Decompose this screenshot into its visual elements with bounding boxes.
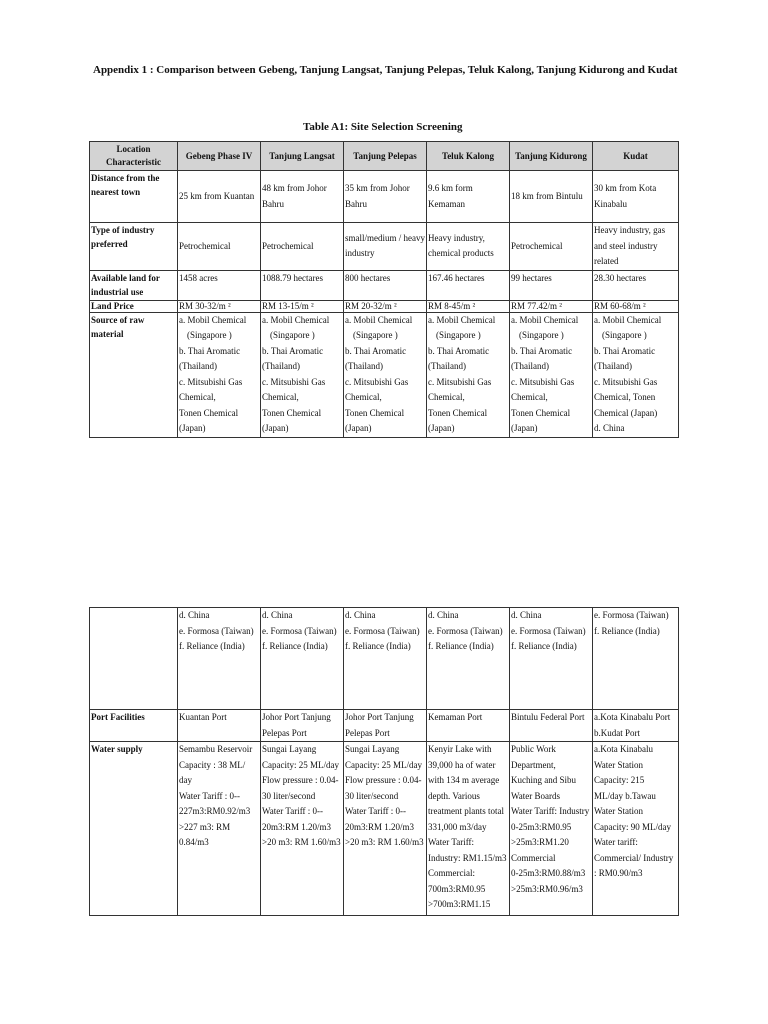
row-label-port: Port Facilities	[90, 710, 178, 742]
raw-b1: b. Thai Aromatic	[511, 345, 573, 356]
row-label-industry: Type of industry preferred	[90, 223, 178, 271]
raw-material-cell	[261, 312, 344, 437]
table-title: Table A1: Site Selection Screening	[303, 121, 463, 133]
table-cell: 30 km from Kota Kinabalu	[593, 171, 679, 223]
raw-c3: Tonen Chemical	[428, 407, 488, 418]
table-cell: 28.30 hectares	[593, 270, 679, 300]
table-cell: 99 hectares	[510, 270, 593, 300]
row-label-water: Water supply	[90, 742, 178, 916]
raw-a2: (Singapore )	[187, 330, 232, 340]
raw-c3: Tonen Chemical	[262, 407, 322, 418]
header-teluk-kalong: Teluk Kalong	[427, 142, 510, 171]
raw-f: f. Reliance (India)	[179, 641, 245, 651]
header-gebeng: Gebeng Phase IV	[178, 142, 261, 171]
table-row	[90, 270, 679, 300]
raw-kudat-e: e. Formosa (Taiwan)	[594, 610, 669, 620]
table-row	[90, 608, 679, 710]
table-cell: Petrochemical	[510, 223, 593, 271]
raw-c4: (Japan)	[511, 423, 538, 433]
raw-f: f. Reliance (India)	[428, 641, 494, 651]
raw-c1: c. Mitsubishi Gas	[428, 376, 492, 387]
raw-kudat-f: f. Reliance (India)	[594, 625, 660, 636]
raw-a2: (Singapore )	[436, 330, 481, 340]
raw-material-cell	[510, 312, 593, 437]
raw-material-cell-cont	[261, 608, 344, 710]
table-cell: small/medium / heavy industry	[344, 223, 427, 271]
table-cell: 800 hectares	[344, 270, 427, 300]
raw-b2: (Thailand)	[428, 361, 466, 371]
raw-a2: (Singapore )	[270, 330, 315, 340]
table-cell: Sungai Layang Capacity: 25 ML/day Flow pressure : 0.04- 30 liter/second Water Tariff : 0-- 20m3:RM 1.20/m3 >20 m3: RM 1.60/m3	[344, 742, 427, 916]
raw-a2: (Singapore )	[519, 330, 564, 340]
raw-e: e. Formosa (Taiwan)	[511, 625, 586, 636]
raw-material-cell-cont	[178, 608, 261, 710]
header-tanjung-langsat: Tanjung Langsat	[261, 142, 344, 171]
raw-d: d. China	[345, 610, 376, 620]
raw-c3: Tonen Chemical	[345, 407, 405, 418]
table-cell: Petrochemical	[178, 223, 261, 271]
table-cell: Sungai Layang Capacity: 25 ML/day Flow pressure : 0.04- 30 liter/second Water Tariff : 0-- 20m3:RM 1.20/m3 >20 m3: RM 1.60/m3	[261, 742, 344, 916]
row-label-raw-material: Source of raw material	[90, 312, 178, 437]
table-cell: 35 km from Johor Bahru	[344, 171, 427, 223]
raw-c3: Tonen Chemical	[179, 407, 239, 418]
raw-a2: (Singapore )	[602, 330, 647, 340]
table-cell: RM 8-45/m ²	[427, 300, 510, 312]
raw-c2: Chemical,	[428, 392, 465, 402]
raw-b1: b. Thai Aromatic	[179, 345, 241, 356]
table-row	[90, 223, 679, 271]
header-tanjung-pelepas: Tanjung Pelepas	[344, 142, 427, 171]
table-cell: 1458 acres	[178, 270, 261, 300]
site-selection-table-part2	[89, 607, 679, 916]
table-cell: 9.6 km form Kemaman	[427, 171, 510, 223]
raw-material-cell	[178, 312, 261, 437]
raw-b2: (Thailand)	[594, 361, 632, 371]
table-cell: 1088.79 hectares	[261, 270, 344, 300]
table-cell: Petrochemical	[261, 223, 344, 271]
header-kudat: Kudat	[593, 142, 679, 171]
raw-material-cell-cont	[593, 608, 679, 710]
row-label-land: Available land for industrial use	[90, 270, 178, 300]
raw-c2: Chemical,	[511, 392, 548, 402]
table-cell: Bintulu Federal Port	[510, 710, 593, 742]
table-cell: Heavy industry, gas and steel industry related	[593, 223, 679, 271]
raw-e: e. Formosa (Taiwan)	[345, 625, 420, 636]
raw-b1: b. Thai Aromatic	[345, 345, 407, 356]
raw-kudat-d: d. China	[594, 423, 625, 433]
raw-material-cell-cont	[427, 608, 510, 710]
table-cell: 25 km from Kuantan	[178, 171, 261, 223]
table-row	[90, 171, 679, 223]
table-cell: Public Work Department, Kuching and Sibu Water Boards Water Tariff: Industry 0-25m3:RM0.95 >25m3:RM1.20 Commercial 0-25m3:RM0.88/m3 >25m3:RM0.96/m3	[510, 742, 593, 916]
raw-e: e. Formosa (Taiwan)	[179, 625, 254, 636]
raw-e: e. Formosa (Taiwan)	[428, 625, 503, 636]
raw-c2: Chemical,	[262, 392, 299, 402]
table-cell: 18 km from Bintulu	[510, 171, 593, 223]
raw-a1: a. Mobil Chemical	[511, 314, 579, 325]
table-row	[90, 300, 679, 312]
table-row	[90, 742, 679, 916]
raw-c1: c. Mitsubishi Gas	[511, 376, 575, 387]
raw-material-cell	[593, 312, 679, 437]
raw-a1: a. Mobil Chemical	[428, 314, 496, 325]
raw-c2: Chemical,	[179, 392, 216, 402]
raw-c2: Chemical,	[345, 392, 382, 402]
table-cell: Johor Port Tanjung Pelepas Port	[344, 710, 427, 742]
table-cell: RM 13-15/m ²	[261, 300, 344, 312]
raw-c4: (Japan)	[179, 423, 206, 433]
raw-b2: (Thailand)	[179, 361, 217, 371]
raw-a1: a. Mobil Chemical	[594, 314, 662, 325]
table-cell: RM 77.42/m ²	[510, 300, 593, 312]
raw-f: f. Reliance (India)	[262, 641, 328, 651]
raw-material-cell	[427, 312, 510, 437]
raw-a1: a. Mobil Chemical	[179, 314, 247, 325]
raw-d: d. China	[179, 610, 210, 620]
raw-b1: b. Thai Aromatic	[594, 345, 656, 356]
raw-a1: a. Mobil Chemical	[345, 314, 413, 325]
raw-material-cell	[344, 312, 427, 437]
raw-b2: (Thailand)	[262, 361, 300, 371]
raw-material-cell-cont	[510, 608, 593, 710]
raw-a1: a. Mobil Chemical	[262, 314, 330, 325]
raw-f: f. Reliance (India)	[511, 641, 577, 651]
row-label-price: Land Price	[90, 300, 178, 312]
appendix-title: Appendix 1 : Comparison between Gebeng, Tanjung Langsat, Tanjung Pelepas, Teluk Kalong, Tanjung Kidurong and Kudat	[93, 64, 678, 76]
raw-kudat-c: c. Mitsubishi Gas Chemical, Tonen Chemical (Japan)	[594, 376, 658, 418]
raw-b1: b. Thai Aromatic	[428, 345, 490, 356]
table-cell: Kemaman Port	[427, 710, 510, 742]
raw-b1: b. Thai Aromatic	[262, 345, 324, 356]
raw-d: d. China	[262, 610, 293, 620]
table-cell: 167.46 hectares	[427, 270, 510, 300]
header-row	[90, 142, 679, 171]
raw-d: d. China	[511, 610, 542, 620]
raw-c4: (Japan)	[262, 423, 289, 433]
raw-d: d. China	[428, 610, 459, 620]
table-cell: RM 30-32/m ²	[178, 300, 261, 312]
table-row	[90, 312, 679, 437]
raw-e: e. Formosa (Taiwan)	[262, 625, 337, 636]
site-selection-table-part1	[89, 141, 679, 438]
raw-c1: c. Mitsubishi Gas	[179, 376, 243, 387]
table-cell: RM 60-68/m ²	[593, 300, 679, 312]
table-cell: a.Kota Kinabalu Water Station Capacity: 215 ML/day b.Tawau Water Station Capacity: 90 ML/day Water tariff: Commercial/ Industry : RM0.90/m3	[593, 742, 679, 916]
raw-c3: Tonen Chemical	[511, 407, 571, 418]
raw-c1: c. Mitsubishi Gas	[345, 376, 409, 387]
row-label-distance: Distance from the nearest town	[90, 171, 178, 223]
table-cell: Johor Port Tanjung Pelepas Port	[261, 710, 344, 742]
table-cell: Heavy industry, chemical products	[427, 223, 510, 271]
raw-b2: (Thailand)	[511, 361, 549, 371]
raw-c1: c. Mitsubishi Gas	[262, 376, 326, 387]
raw-c4: (Japan)	[345, 423, 372, 433]
raw-c4: (Japan)	[428, 423, 455, 433]
raw-f: f. Reliance (India)	[345, 641, 411, 651]
table-cell: Semambu Reservoir Capacity : 38 ML/ day Water Tariff : 0-- 227m3:RM0.92/m3 >227 m3: RM 0.84/m3	[178, 742, 261, 916]
header-tanjung-kidurong: Tanjung Kidurong	[510, 142, 593, 171]
raw-a2: (Singapore )	[353, 330, 398, 340]
header-location: Location Characteristic	[90, 142, 178, 171]
row-label-raw-material-cont	[90, 608, 178, 710]
table-row	[90, 710, 679, 742]
raw-material-cell-cont	[344, 608, 427, 710]
table-cell: RM 20-32/m ²	[344, 300, 427, 312]
table-cell: Kenyir Lake with 39,000 ha of water with 134 m average depth. Various treatment plants total 331,000 m3/day Water Tariff: Industry: RM1.15/m3 Commercial: 700m3:RM0.95 >700m3:RM1.15	[427, 742, 510, 916]
table-cell: 48 km from Johor Bahru	[261, 171, 344, 223]
table-cell: a.Kota Kinabalu Port b.Kudat Port	[593, 710, 679, 742]
table-cell: Kuantan Port	[178, 710, 261, 742]
raw-b2: (Thailand)	[345, 361, 383, 371]
